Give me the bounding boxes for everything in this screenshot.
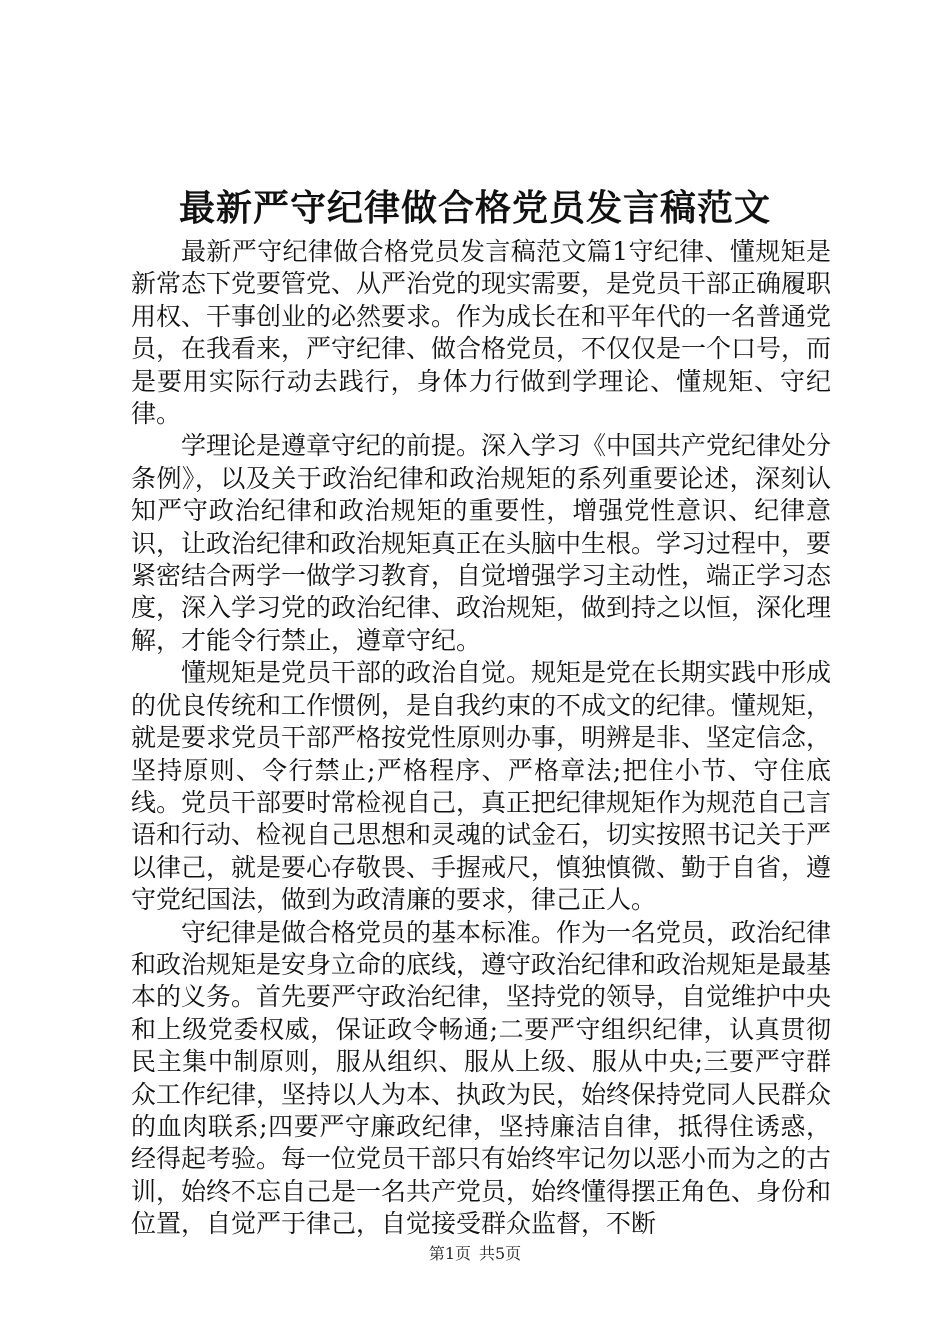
paragraph-3: 懂规矩是党员干部的政治自觉。规矩是党在长期实践中形成的优良传统和工作惯例，是自我约束的不成文的纪律。懂规矩，就是要求党员干部严格按党性原则办事，明辨是非、坚定信念，坚持原则、令行禁止;严格程序、严格章法;把住小节、守住底线。党员干部要时常检视自己，真正把纪律规矩作为规范自己言语和行动、检视自己思想和灵魂的试金石，切实按照书记关于严以律己，就是要心存敬畏、手握戒尺，慎独慎微、勤于自省，遵守党纪国法，做到为政清廉的要求，律己正人。 — [131, 658, 832, 915]
paragraph-2: 学理论是遵章守纪的前提。深入学习《中国共产党纪律处分条例》，以及关于政治纪律和政治规矩的系列重要论述，深刻认知严守政治纪律和政治规矩的重要性，增强党性意识、纪律意识，让政治纪律和政治规矩真正在头脑中生根。学习过程中，要紧密结合两学一做学习教育，自觉增强学习主动性，端正学习态度，深入学习党的政治纪律、政治规矩，做到持之以恒，深化理解，才能令行禁止，遵章守纪。 — [131, 431, 832, 655]
page-number-total: 共5页 — [479, 1244, 522, 1263]
document-body — [131, 236, 831, 1241]
page-footer — [0, 1244, 950, 1264]
page-number-current: 第1页 — [428, 1244, 471, 1263]
paragraph-1: 最新严守纪律做合格党员发言稿范文篇1守纪律、懂规矩是新常态下党要管党、从严治党的现实需要，是党员干部正确履职用权、干事创业的必然要求。作为成长在和平年代的一名普通党员，在我看来，严守纪律、做合格党员，不仅仅是一个口号，而是要用实际行动去践行，身体力行做到学理论、懂规矩、守纪律。 — [131, 237, 832, 429]
paragraph-4: 守纪律是做合格党员的基本标准。作为一名党员，政治纪律和政治规矩是安身立命的底线，遵守政治纪律和政治规矩是最基本的义务。首先要严守政治纪律，坚持党的领导，自觉维护中央和上级党委权威，保证政令畅通;二要严守组织纪律，认真贯彻民主集中制原则，服从组织、服从上级、服从中央;三要严守群众工作纪律，坚持以人为本、执政为民，始终保持党同人民群众的血肉联系;四要严守廉政纪律，坚持廉洁自律，抵得住诱惑，经得起考验。每一位党员干部只有始终牢记勿以恶小而为之的古训，始终不忘自己是一名共产党员，始终懂得摆正角色、身份和位置，自觉严于律己，自觉接受群众监督，不断 — [131, 917, 832, 1239]
document-title: 最新严守纪律做合格党员发言稿范文 — [178, 187, 771, 229]
